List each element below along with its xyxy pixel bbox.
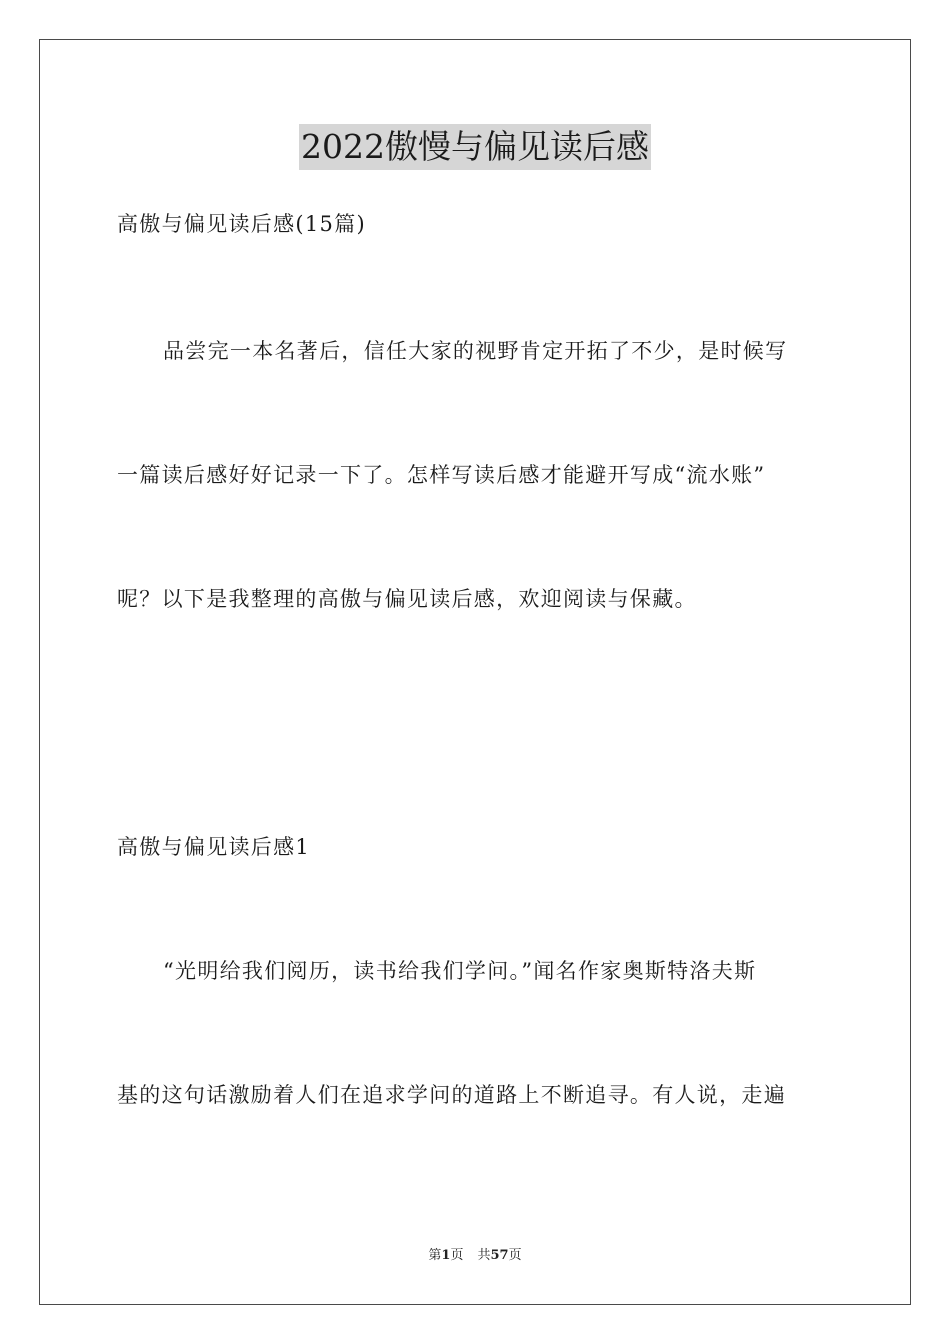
total-prefix: 共 — [477, 1248, 491, 1263]
title-container — [0, 124, 950, 170]
page-footer — [0, 1247, 950, 1265]
page-number: 1 — [441, 1248, 451, 1263]
intro-line-2: 一篇读后感好好记录一下了。怎样写读后感才能避开写成“流水账” — [117, 463, 766, 487]
intro-line-3: 呢？以下是我整理的高傲与偏见读后感，欢迎阅读与保藏。 — [117, 587, 697, 611]
total-suffix: 页 — [508, 1248, 522, 1263]
body-line-1: “光明给我们阅历，读书给我们学问。”闻名作家奥斯特洛夫斯 — [163, 959, 757, 983]
intro-line-1: 品尝完一本名著后，信任大家的视野肯定开拓了不少，是时候写 — [163, 339, 788, 363]
page-suffix: 页 — [450, 1248, 464, 1263]
page-prefix: 第 — [428, 1248, 442, 1263]
document-subtitle: 高傲与偏见读后感(15篇) — [117, 212, 367, 236]
body-line-2: 基的这句话激励着人们在追求学问的道路上不断追寻。有人说，走遍 — [117, 1083, 786, 1107]
section-heading: 高傲与偏见读后感1 — [117, 835, 311, 859]
total-pages: 57 — [490, 1248, 509, 1263]
document-title: 2022傲慢与偏见读后感 — [299, 124, 651, 170]
